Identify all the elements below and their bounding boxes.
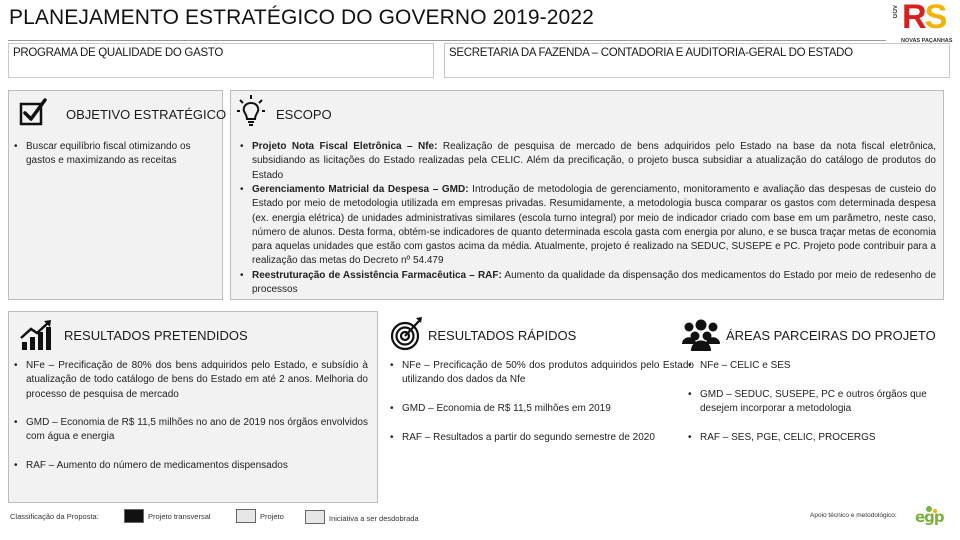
partners-item-gmd: • GMD – SEDUC, SUSEPE, PC e outros órgãos que desejem incorporar a metodologia [684,388,940,417]
legend-project: Projeto [260,512,284,521]
lightbulb-icon [235,94,267,128]
scope-item-gmd [236,183,936,269]
legend-initiative: Iniciativa a ser desdobrada [329,514,419,523]
partners-item-nfe: • NFe – CELIC e SES [684,359,940,373]
legend-transversal: Projeto transversal [148,512,211,521]
egp-text: egp [915,508,944,526]
egp-logo [914,504,944,528]
scope-item-gmd-text: Introdução de metodologia de gerenciamento, monitoramento e avaliação das despesas de custeio do Estado por meio de metodologia utilizada em empresas privadas. Resumidamente, a metodologia busca comparar os gastos com determinada despesa (ex. energia elétrica) de unidades administrativas similares (escola turno integral) por meio de indicador criado com base em um parâmetro, neste caso, número de alunos. Desta forma, obtém-se indicadores de quanto determinada escola gasta com energia por aluno, e se busca traçar metas de economia para aquelas unidades que estão com gastos acima da média. Atualmente, projeto é realizado na SEDUC, SUSEPE e PC. Projeto pode contribuir para a realização das metas do Decreto nº 54.479 [252,184,937,267]
program-name: PROGRAMA DE QUALIDADE DO GASTO [13,47,223,59]
secretariat-name: SECRETARIA DA FAZENDA – CONTADORIA E AUDITORIA-GERAL DO ESTADO [449,47,853,59]
scope-item-nfe-head: Projeto Nota Fiscal Eletrônica – Nfe: [252,141,438,152]
objective-item: • Buscar equilíbrio fiscal otimizando os gastos e maximizando as receitas [10,140,220,169]
logo-tagline: NOVAS PAÇANHAS [901,38,953,44]
quick-item-gmd: • GMD – Economia de R$ 11,5 milhões em 2019 [386,402,694,416]
title-divider [8,40,886,41]
secretariat-box [444,43,950,78]
objective-title: OBJETIVO ESTRATÉGICO [66,107,227,122]
swatch-transversal [124,509,144,523]
scope-item-nfe-text: Realização de pesquisa de mercado de bens adquiridos pelo Estado na base da nota fiscal eletrônica, subsidiando as licitações do Estado realizadas pela CELIC. Além da precificação, o projeto busca subsidiar a atualização do catálogo de produtos do Estado [252,141,936,181]
support-label: Apoio técnico e metodológico: [810,512,897,519]
scope-item-raf-text: Aumento da qualidade da dispensação dos medicamentos do Estado por meio de redesenho de processos [252,270,937,296]
target-icon [386,316,424,352]
partners-title: ÁREAS PARCEIRAS DO PROJETO [726,328,936,343]
quick-item-nfe: • NFe – Precificação de 50% dos produtos adquiridos pelo Estado utilizando dos dados da Nfe [386,359,694,388]
quick-results-title: RESULTADOS RÁPIDOS [428,328,577,343]
scope-item-raf [236,269,936,298]
swatch-initiative [305,510,325,524]
page-title: PLANEJAMENTO ESTRATÉGICO DO GOVERNO 2019-2022 [9,6,594,29]
quick-item-raf: • RAF – Resultados a partir do segundo semestre de 2020 [386,431,694,445]
program-box [8,43,434,78]
logo-rs-text [902,0,945,37]
classification-label: Classificação da Proposta: [10,512,99,521]
people-group-icon [680,318,722,352]
logo-s: S [924,0,946,36]
growth-chart-icon [18,318,56,352]
rs-logo [893,1,955,47]
intended-item-nfe: • NFe – Precificação de 80% dos bens adquiridos pelo Estado, e subsídio à atualização de todo catálogo de bens do Estado em até 2 anos. Melhoria do processo de pesquisa de mercado [10,359,368,402]
scope-item-gmd-head: Gerenciamento Matricial da Despesa – GMD: [252,184,469,195]
logo-r: R [902,0,925,36]
logo-gov-text: GOV [893,5,899,19]
swatch-project [236,509,256,523]
intended-results-title: RESULTADOS PRETENDIDOS [64,328,248,343]
partners-item-raf: • RAF – SES, PGE, CELIC, PROCERGS [684,431,940,445]
scope-item-raf-head: Reestruturação de Assistência Farmacêutica – RAF: [252,270,502,281]
intended-item-gmd: • GMD – Economia de R$ 11,5 milhões no ano de 2019 nos órgãos envolvidos com água e energia [10,416,368,445]
checkbox-check-icon [18,96,48,128]
scope-item-nfe [236,140,936,183]
scope-title: ESCOPO [276,107,332,122]
intended-item-raf: • RAF – Aumento do número de medicamentos dispensados [10,459,368,473]
